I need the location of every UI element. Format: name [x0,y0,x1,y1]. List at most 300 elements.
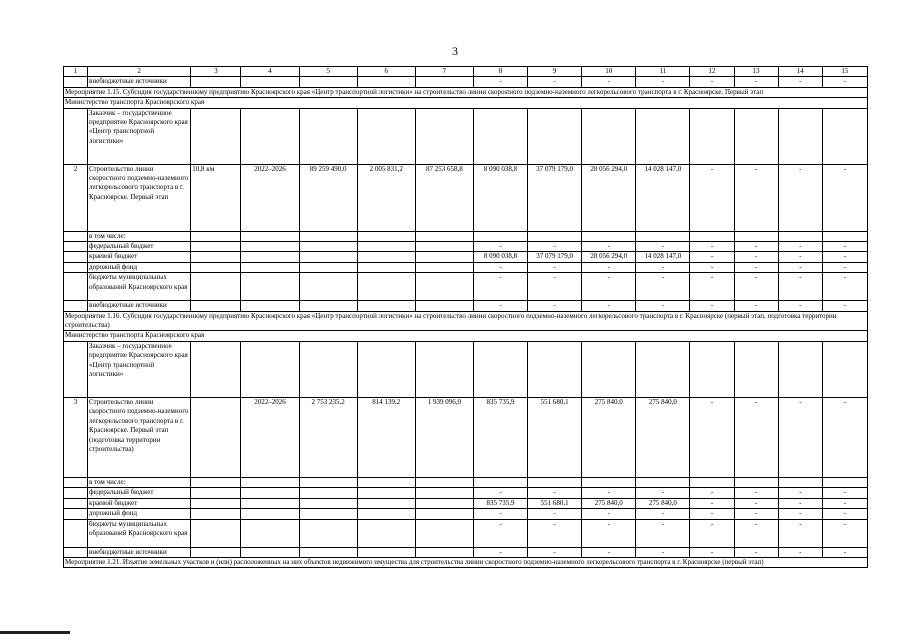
table-cell: - [690,252,734,262]
table-cell: 551 680,1 [528,397,582,477]
table-cell: - [636,77,690,87]
measure-1-16-title: Мероприятие 1.16. Субсидия государственному предприятию Красноярского края «Центр транспортной логистики» на строительство линии скоростного подземно-наземного легкорельсового транспорта в г. Красноярске (первый этап, подготовка территории строительства) [64,311,868,331]
table-cell [64,273,88,301]
table-cell: - [690,547,734,557]
table-row [64,242,868,252]
table-cell: - [528,77,582,87]
table-cell: федеральный бюджет [88,242,191,252]
header-cell: 2 [88,67,191,77]
header-cell: 6 [357,67,415,77]
header-cell: 10 [582,67,636,77]
table-cell: - [582,262,636,272]
table-cell: - [636,301,690,311]
table-cell [299,498,357,508]
table-cell [415,108,473,164]
table-cell: 28 056 294,0 [582,164,636,231]
table-cell: - [582,519,636,547]
table-row [64,77,868,87]
table-cell: - [636,509,690,519]
table-cell [241,341,299,397]
table-cell [64,477,88,487]
table-cell: - [822,252,867,262]
table-cell [528,477,582,487]
table-cell [299,252,357,262]
table-cell [357,301,415,311]
table-cell: - [822,242,867,252]
table-cell: - [778,301,822,311]
table-cell: - [636,547,690,557]
measure-row [64,557,868,567]
table-cell: 87 253 658,8 [415,164,473,231]
table-cell [241,273,299,301]
table-cell: - [734,519,778,547]
table-cell: - [734,509,778,519]
table-cell [415,252,473,262]
table-row [64,477,868,487]
table-row [64,262,868,272]
table-cell [191,498,241,508]
table-cell: 8 090 038,8 [473,252,527,262]
table-cell [191,341,241,397]
header-cell: 9 [528,67,582,77]
table-cell [357,519,415,547]
table-cell [582,108,636,164]
table-cell [241,488,299,498]
table-cell: 37 079 179,0 [528,252,582,262]
source-label: внебюджетные источники [88,77,191,87]
header-cell: 7 [415,67,473,77]
table-cell [299,477,357,487]
table-cell: - [734,488,778,498]
table-cell [582,341,636,397]
table-cell [473,231,527,241]
table-row [64,509,868,519]
table-cell: - [636,519,690,547]
table-cell [636,477,690,487]
object-row [64,164,868,231]
table-cell [357,108,415,164]
table-cell: - [582,301,636,311]
table-cell [64,262,88,272]
table-cell [415,301,473,311]
measure-1-15-title: Мероприятие 1.15. Субсидия государственному предприятию Красноярского края «Центр транспортной логистики» на строительство линии скорostного подземно-наземного легкорельсового транспорта в г. Красноярске. Первый этап [64,87,868,97]
table-cell [299,509,357,519]
table-cell: - [822,488,867,498]
table-cell: 10,8 км [191,164,241,231]
measure-row [64,87,868,97]
header-cell: 4 [241,67,299,77]
table-cell [357,242,415,252]
measure-row [64,311,868,331]
table-cell [191,77,241,87]
table-cell [528,341,582,397]
table-cell: - [528,273,582,301]
table-cell: 1 939 096,0 [415,397,473,477]
page-number: 3 [452,44,458,58]
table-cell [690,477,734,487]
table-cell: - [636,242,690,252]
table-cell [415,262,473,272]
table-cell [191,301,241,311]
table-cell: - [734,164,778,231]
table-cell [528,231,582,241]
header-cell: 1 [64,67,88,77]
table-cell: - [582,488,636,498]
table-cell [734,341,778,397]
ministry-label: Министерство транспорта Красноярского края [64,331,868,341]
table-cell [528,108,582,164]
table-cell: - [822,498,867,508]
table-cell [191,262,241,272]
table-cell: 2022–2026 [241,397,299,477]
ministry-row [64,98,868,108]
table-cell [241,509,299,519]
table-cell [357,77,415,87]
table-cell [415,519,473,547]
table-cell: - [690,77,734,87]
table-row [64,301,868,311]
table-cell [191,242,241,252]
table-cell [64,341,88,397]
table-cell: - [473,77,527,87]
table-cell: 14 028 147,0 [636,252,690,262]
table-cell: 275 840,0 [636,397,690,477]
header-cell: 3 [191,67,241,77]
table-cell: 89 259 490,0 [299,164,357,231]
table-cell [299,301,357,311]
table-cell [473,341,527,397]
table-cell [690,108,734,164]
table-cell: - [822,273,867,301]
table-cell [299,519,357,547]
header-cell: 5 [299,67,357,77]
header-cell: 15 [822,67,867,77]
table-cell [241,498,299,508]
table-cell: 835 735,9 [473,397,527,477]
table-cell [241,108,299,164]
object-name: Строительство линии скоростного подземно-наземного легкорельсового транспорта в г. Красноярске. Первый этап (подготовка территории строительства) [88,397,191,477]
table-cell [357,488,415,498]
table-cell [822,108,867,164]
table-cell: - [734,242,778,252]
table-cell: краевой бюджет [88,498,191,508]
table-cell [191,488,241,498]
table-cell [822,231,867,241]
table-cell [241,77,299,87]
table-cell: - [734,273,778,301]
header-cell: 11 [636,67,690,77]
table-cell [636,341,690,397]
table-cell: - [734,301,778,311]
table-cell: - [822,301,867,311]
table-cell: - [822,519,867,547]
table-cell [64,547,88,557]
table-cell: - [473,242,527,252]
table-cell [191,477,241,487]
table-cell [415,488,473,498]
table-cell: - [778,77,822,87]
table-row [64,252,868,262]
table-cell [357,477,415,487]
table-cell: федеральный бюджет [88,488,191,498]
table-cell: - [734,547,778,557]
table-cell: - [822,547,867,557]
table-cell: - [528,301,582,311]
table-cell: - [690,488,734,498]
table-cell: 8 090 038,8 [473,164,527,231]
table-cell [299,488,357,498]
table-cell: - [473,273,527,301]
table-cell [415,509,473,519]
table-cell [241,231,299,241]
table-cell: - [778,252,822,262]
table-cell: - [473,547,527,557]
table-cell [241,242,299,252]
table-cell [357,498,415,508]
table-cell [191,273,241,301]
table-cell [191,519,241,547]
table-cell: 2 753 235,2 [299,397,357,477]
table-cell [64,242,88,252]
table-cell [473,477,527,487]
table-cell [64,77,88,87]
scan-edge-mark [0,631,70,634]
header-cell: 8 [473,67,527,77]
table-cell [473,108,527,164]
table-cell: - [822,164,867,231]
table-cell [778,341,822,397]
table-cell: - [734,262,778,272]
table-cell [357,231,415,241]
table-cell [734,108,778,164]
table-cell: дорожный фонд [88,262,191,272]
table-cell [822,477,867,487]
table-cell [241,519,299,547]
table-cell: - [778,262,822,272]
table-row [64,273,868,301]
table-cell [582,477,636,487]
table-cell: - [734,397,778,477]
table-cell [357,547,415,557]
table-cell [582,231,636,241]
table-cell [415,231,473,241]
table-cell [778,477,822,487]
table-cell [64,108,88,164]
table-cell [415,477,473,487]
table-cell: - [473,509,527,519]
table-cell: 551 680,1 [528,498,582,508]
table-cell: - [690,498,734,508]
table-cell [299,231,357,241]
table-cell [64,231,88,241]
table-cell [415,547,473,557]
table-cell [636,231,690,241]
table-cell: - [528,242,582,252]
header-cell: 12 [690,67,734,77]
table-cell [690,341,734,397]
table-row [64,341,868,397]
table-cell: - [582,77,636,87]
table-cell [636,108,690,164]
table-cell [734,231,778,241]
table-cell: - [473,488,527,498]
table-cell: - [690,397,734,477]
table-cell [734,477,778,487]
table-cell [191,252,241,262]
table-cell: - [822,262,867,272]
table-cell: 275 840,0 [582,498,636,508]
table-cell: - [473,301,527,311]
table-cell [241,262,299,272]
table-cell: - [778,547,822,557]
table-cell [64,498,88,508]
table-cell: внебюджетные источники [88,301,191,311]
table-cell: - [690,242,734,252]
table-cell: - [636,262,690,272]
table-cell [357,341,415,397]
table-cell [299,108,357,164]
table-cell [415,498,473,508]
table-cell: внебюджетные источники [88,547,191,557]
table-cell: бюджеты муниципальных образований Красноярского края [88,519,191,547]
table-cell [241,301,299,311]
table-cell: - [690,519,734,547]
table-cell: - [778,397,822,477]
table-cell: - [582,547,636,557]
header-row [64,67,868,77]
table-cell: - [690,262,734,272]
table-cell: - [528,547,582,557]
table-cell [690,231,734,241]
table-cell [241,252,299,262]
table-cell [822,341,867,397]
table-cell [299,547,357,557]
table-cell: - [528,509,582,519]
table-cell: - [582,273,636,301]
header-cell: 13 [734,67,778,77]
table-cell: - [778,164,822,231]
object-name: Строительство линии скоростного подземно-наземного легкорельсового транспорта в г. Красноярске. Первый этап [88,164,191,231]
table-cell: - [582,242,636,252]
table-cell [415,242,473,252]
table-cell [64,509,88,519]
table-cell: - [822,397,867,477]
table-cell [299,262,357,272]
table-cell [191,397,241,477]
table-cell: - [778,273,822,301]
table-cell [357,262,415,272]
table-cell: - [528,488,582,498]
table-cell: 3 [64,397,88,477]
header-cell: 14 [778,67,822,77]
table-cell [357,273,415,301]
table-cell: 814 139,2 [357,397,415,477]
table-cell [64,519,88,547]
object-row [64,397,868,477]
table-cell [241,477,299,487]
table-cell: - [473,519,527,547]
table-cell [64,488,88,498]
table-cell [299,77,357,87]
table-cell [299,341,357,397]
table-cell [778,108,822,164]
investment-table [63,66,868,568]
table-cell: в том числе: [88,231,191,241]
table-cell: 835 735,9 [473,498,527,508]
table-cell: 28 056 294,0 [582,252,636,262]
table-cell [299,273,357,301]
table-cell: 2022–2026 [241,164,299,231]
table-cell [299,242,357,252]
table-cell [415,341,473,397]
table-cell: 2 [64,164,88,231]
table-cell: 14 028 147,0 [636,164,690,231]
ministry-row [64,331,868,341]
table-cell: 275 840,0 [582,397,636,477]
table-cell: 2 005 831,2 [357,164,415,231]
table-cell: - [690,273,734,301]
table-cell: бюджеты муниципальных образований Красноярского края [88,273,191,301]
table-cell: - [690,164,734,231]
table-cell: - [778,498,822,508]
table-cell: 37 079 179,0 [528,164,582,231]
table-row [64,231,868,241]
table-cell: - [636,273,690,301]
table-cell: - [778,509,822,519]
table-cell: краевой бюджет [88,252,191,262]
customer-label: Заказчик – государственное предприятие Красноярского края «Центр транспортной логистики» [88,108,191,164]
table-row [64,498,868,508]
table-cell [778,231,822,241]
table-cell: - [473,262,527,272]
table-cell: - [582,509,636,519]
table-cell: - [778,242,822,252]
table-row [64,108,868,164]
table-cell: - [778,488,822,498]
ministry-label: Министерство транспорта Красноярского края [64,98,868,108]
table-cell [64,301,88,311]
table-cell: - [528,519,582,547]
table-row [64,488,868,498]
table-cell [191,547,241,557]
table-cell [357,509,415,519]
table-cell [191,231,241,241]
table-cell: - [690,301,734,311]
table-row [64,519,868,547]
table-cell: 275 840,0 [636,498,690,508]
table-cell [415,77,473,87]
table-row [64,547,868,557]
table-cell [357,252,415,262]
table-cell: - [734,252,778,262]
table-cell: - [636,488,690,498]
table-cell: - [734,498,778,508]
table-cell [191,509,241,519]
table-cell: - [778,519,822,547]
table-cell: - [822,77,867,87]
table-cell: - [690,509,734,519]
customer-label: Заказчик – государственное предприятие Красноярского края «Центр транспортной логистики» [88,341,191,397]
table-cell [241,547,299,557]
table-cell: дорожный фонд [88,509,191,519]
table-cell: - [822,509,867,519]
table-cell [191,108,241,164]
table-cell: в том числе: [88,477,191,487]
table-cell: - [734,77,778,87]
table-cell [415,273,473,301]
measure-1-21-title: Мероприятие 1.21. Изъятие земельных участков и (или) расположенных на них объектов недвижимого имущества для строительства линии скоростного подземно-наземного легкорельсового транспорта в г. Красноярске (первый этап) [64,557,868,567]
table-cell [64,252,88,262]
